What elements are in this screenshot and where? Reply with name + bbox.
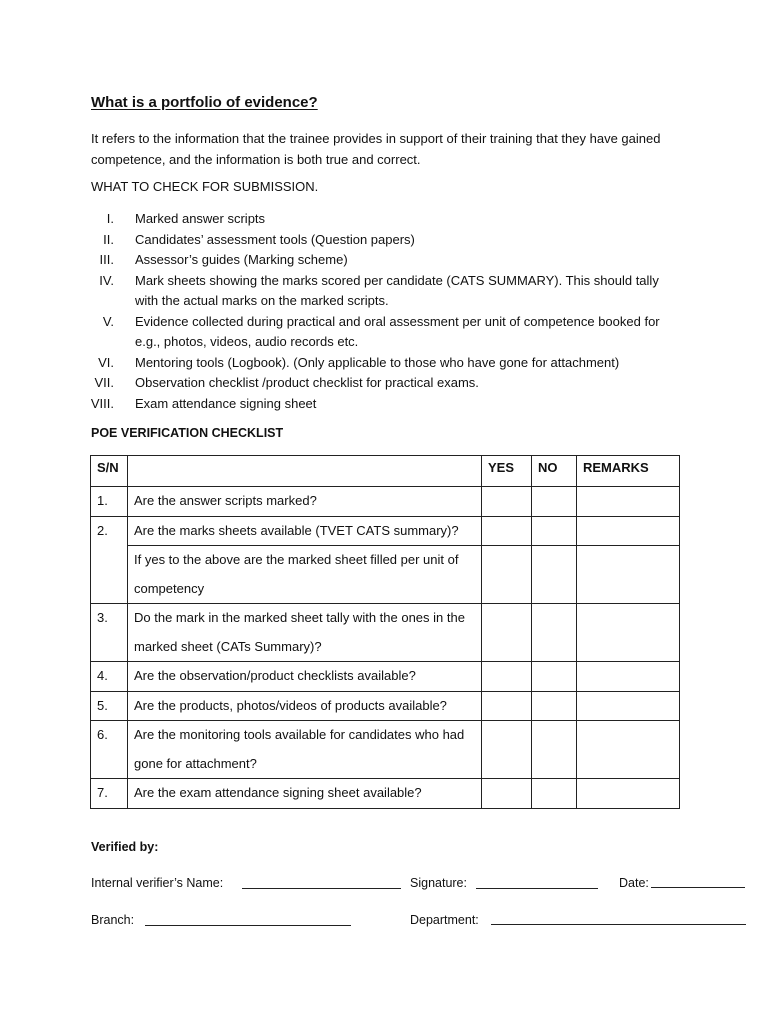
intro-paragraph: It refers to the information that the trainee provides in support of their training that they have gained competence, and the information is both true and correct. (91, 131, 661, 167)
no-cell[interactable] (532, 721, 577, 779)
table-header-row (91, 456, 680, 487)
header-no: NO (532, 456, 577, 487)
signature-label: Signature: (410, 876, 467, 890)
remarks-cell[interactable] (577, 721, 680, 779)
list-item-text: Marked answer scripts (135, 211, 266, 226)
yes-cell[interactable] (482, 604, 532, 662)
list-item (88, 312, 688, 353)
yes-cell[interactable] (482, 662, 532, 692)
no-cell[interactable] (532, 487, 577, 517)
yes-cell[interactable] (482, 691, 532, 721)
submission-list (88, 209, 688, 414)
branch-label: Branch: (91, 913, 135, 927)
row-sn: 1. (91, 487, 128, 517)
list-item-text: Exam attendance signing sheet (135, 395, 317, 411)
table-row (91, 604, 680, 662)
no-cell[interactable] (532, 779, 577, 809)
row-sn: 3. (91, 604, 128, 662)
list-item-number: III. (99, 252, 114, 267)
header-remarks: REMARKS (577, 456, 680, 487)
remarks-cell[interactable] (577, 691, 680, 721)
table-row (91, 546, 680, 604)
table-row (91, 691, 680, 721)
check-heading: WHAT TO CHECK FOR SUBMISSION. (91, 179, 319, 194)
list-item-text: Observation checklist /product checklist for practical exams. (135, 375, 479, 390)
internal-verifier-label: Internal verifier’s Name: (91, 876, 224, 890)
list-item-number: V. (102, 313, 114, 329)
row-sn: 7. (91, 779, 128, 809)
table-row (91, 487, 680, 517)
row-sn: 4. (91, 662, 128, 692)
remarks-cell[interactable] (577, 546, 680, 604)
header-yes: YES (482, 456, 532, 487)
no-cell[interactable] (532, 662, 577, 692)
list-item (88, 250, 688, 271)
list-item (88, 271, 688, 312)
list-item-number: II. (103, 231, 114, 247)
remarks-cell[interactable] (577, 779, 680, 809)
row-question: Are the exam attendance signing sheet available? (128, 779, 482, 809)
no-cell[interactable] (532, 516, 577, 546)
department-field[interactable] (491, 924, 746, 925)
yes-cell[interactable] (482, 516, 532, 546)
yes-cell[interactable] (482, 546, 532, 604)
yes-cell[interactable] (482, 487, 532, 517)
list-item-text: Mark sheets showing the marks scored per candidate (CATS SUMMARY). This should tally with the actual marks on the marked scripts. (135, 272, 659, 308)
list-item-number: VIII. (90, 395, 114, 411)
row-question: Are the observation/product checklists available? (128, 662, 482, 692)
list-item-text: Mentoring tools (Logbook). (Only applicable to those who have gone for attachment) (135, 354, 620, 370)
list-item (88, 394, 688, 415)
table-row (91, 779, 680, 809)
row-question: Are the marks sheets available (TVET CATS summary)? (128, 516, 482, 546)
department-label: Department: (410, 913, 479, 927)
row-sn: 2. (91, 516, 128, 604)
yes-cell[interactable] (482, 779, 532, 809)
list-item-text: Assessor’s guides (Marking scheme) (135, 252, 348, 267)
list-item-text: Candidates’ assessment tools (Question papers) (135, 231, 415, 247)
signature-field[interactable] (476, 888, 598, 889)
list-item-number: VII. (94, 375, 114, 390)
poe-checklist-heading: POE VERIFICATION CHECKLIST (91, 426, 284, 440)
remarks-cell[interactable] (577, 662, 680, 692)
list-item-number: VI. (98, 354, 114, 370)
remarks-cell[interactable] (577, 516, 680, 546)
remarks-cell[interactable] (577, 604, 680, 662)
header-question (128, 456, 482, 487)
list-item-text: Evidence collected during practical and oral assessment per unit of competence booked for e.g., photos, videos, audio records etc. (135, 313, 660, 349)
table-row (91, 662, 680, 692)
list-item-number: IV. (99, 272, 114, 288)
row-question: Are the monitoring tools available for candidates who had gone for attachment? (128, 721, 482, 779)
list-item (88, 209, 688, 230)
list-item (88, 230, 688, 251)
list-item (88, 373, 688, 394)
verified-by-label: Verified by: (91, 840, 159, 854)
yes-cell[interactable] (482, 721, 532, 779)
table-row (91, 516, 680, 546)
no-cell[interactable] (532, 691, 577, 721)
no-cell[interactable] (532, 604, 577, 662)
list-item (88, 353, 688, 374)
row-sn: 5. (91, 691, 128, 721)
row-question: Do the mark in the marked sheet tally with the ones in the marked sheet (CATs Summary)? (128, 604, 482, 662)
row-question: If yes to the above are the marked sheet filled per unit of competency (128, 546, 482, 604)
row-sn: 6. (91, 721, 128, 779)
table-row (91, 721, 680, 779)
header-sn: S/N (91, 456, 128, 487)
list-item-number: I. (106, 211, 114, 226)
no-cell[interactable] (532, 546, 577, 604)
date-field[interactable] (651, 887, 745, 888)
internal-verifier-field[interactable] (242, 888, 401, 889)
date-label: Date: (619, 876, 649, 890)
remarks-cell[interactable] (577, 487, 680, 517)
row-question: Are the answer scripts marked? (128, 487, 482, 517)
row-question: Are the products, photos/videos of products available? (128, 691, 482, 721)
page-title: What is a portfolio of evidence? (91, 94, 318, 111)
poe-checklist-table (90, 455, 680, 809)
branch-field[interactable] (145, 925, 351, 926)
